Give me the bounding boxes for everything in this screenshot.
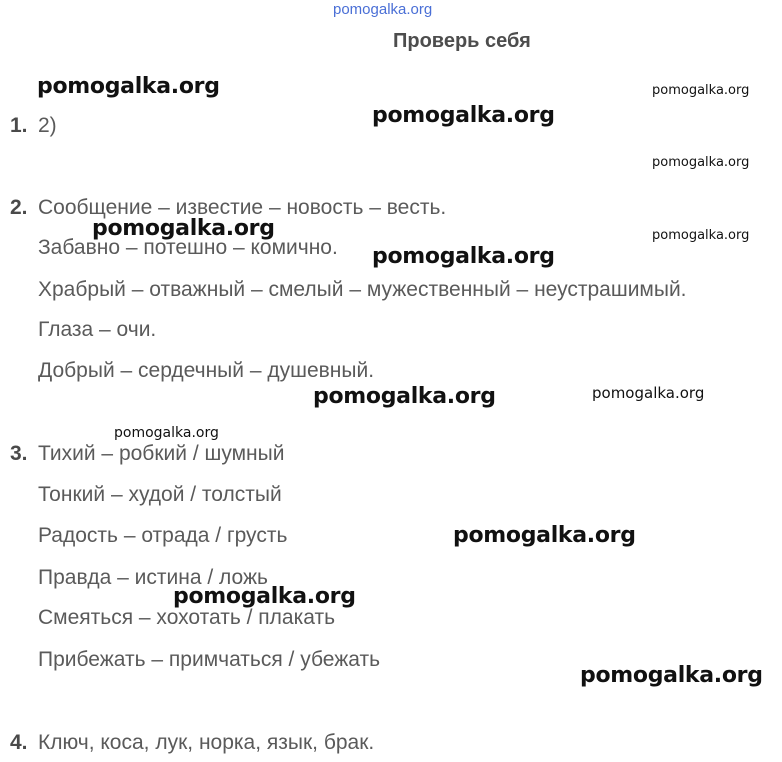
exercise-2-line-5: Добрый – сердечный – душевный.: [38, 359, 375, 382]
watermark-small: pomogalka.org: [652, 228, 750, 243]
watermark: pomogalka.org: [580, 663, 763, 688]
watermark: pomogalka.org: [37, 74, 220, 99]
watermark-small: pomogalka.org: [652, 83, 750, 98]
exercise-2-line-1: Сообщение – известие – новость – весть.: [38, 196, 447, 219]
exercise-4-line-1: Ключ, коса, лук, норка, язык, брак.: [38, 731, 375, 754]
exercise-3-line-6: Прибежать – примчаться / убежать: [38, 648, 381, 671]
watermark: pomogalka.org: [372, 244, 555, 269]
watermark-small: pomogalka.org: [592, 384, 705, 402]
exercise-3-line-4: Правда – истина / ложь: [38, 566, 268, 589]
watermark: pomogalka.org: [453, 523, 636, 548]
watermark: pomogalka.org: [173, 584, 356, 609]
exercise-3-line-3: Радость – отрада / грусть: [38, 524, 288, 547]
exercise-3-line-1: Тихий – робкий / шумный: [38, 442, 285, 465]
watermark: pomogalka.org: [313, 384, 496, 409]
site-watermark-top: pomogalka.org: [333, 1, 433, 18]
exercise-2-line-4: Глаза – очи.: [38, 318, 157, 341]
watermark: pomogalka.org: [372, 103, 555, 128]
exercise-4-number: 4.: [10, 731, 28, 754]
page-title: Проверь себя: [393, 30, 531, 52]
exercise-2-number: 2.: [10, 196, 28, 219]
exercise-3-line-2: Тонкий – худой / толстый: [38, 483, 282, 506]
watermark: pomogalka.org: [92, 216, 275, 241]
exercise-3-line-5: Смеяться – хохотать / плакать: [38, 606, 336, 629]
exercise-1-answer: 2): [38, 114, 57, 137]
exercise-2-line-3: Храбрый – отважный – смелый – мужественный – неустрашимый.: [38, 278, 687, 301]
watermark-small: pomogalka.org: [652, 155, 750, 170]
watermark-small: pomogalka.org: [114, 425, 219, 441]
exercise-3-number: 3.: [10, 442, 28, 465]
exercise-1-number: 1.: [10, 114, 28, 137]
exercise-2-line-2: Забавно – потешно – комично.: [38, 236, 338, 259]
